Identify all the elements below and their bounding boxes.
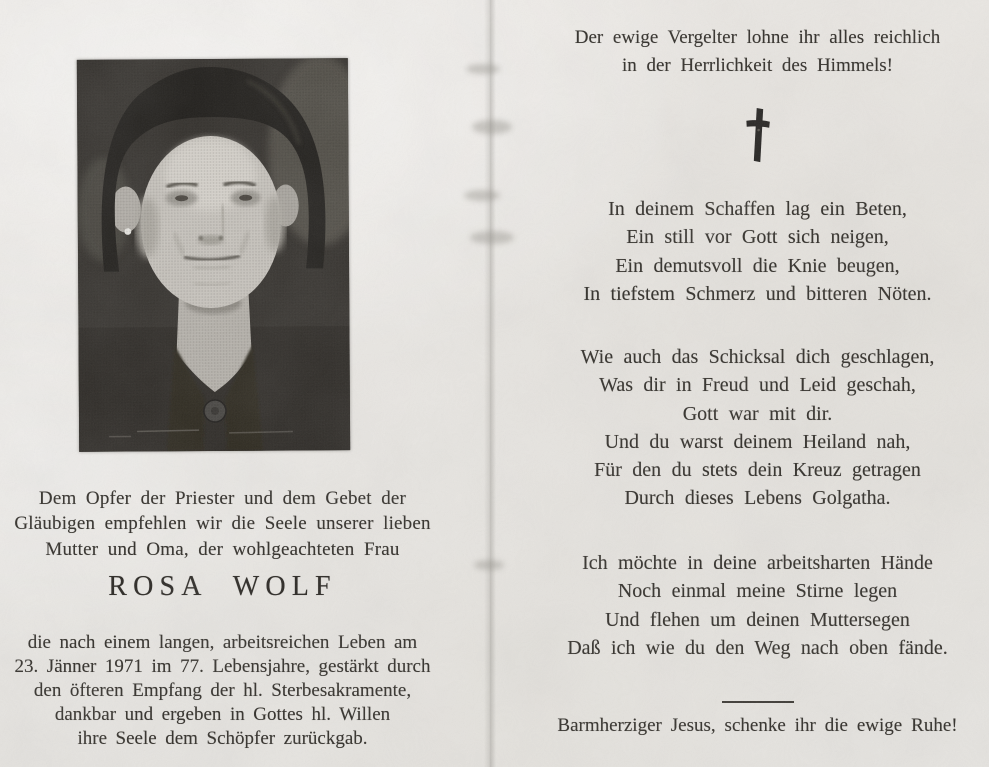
invocation-text xyxy=(530,24,985,79)
portrait-photo xyxy=(77,58,350,452)
text-line: Ein still vor Gott sich neigen, xyxy=(626,226,889,249)
poem-stanza-2 xyxy=(530,343,985,513)
dedication-text xyxy=(0,486,445,562)
text-line: Für den du stets dein Kreuz getragen xyxy=(594,459,921,482)
text-line: 23. Jänner 1971 im 77. Lebensjahre, gestärkt durch xyxy=(14,655,431,677)
text-line: Und du warst deinem Heiland nah, xyxy=(604,430,911,453)
text-line: Noch einmal meine Stirne legen xyxy=(617,580,898,603)
text-line: Daß ich wie du den Weg nach oben fände. xyxy=(567,636,948,659)
text-line: Und flehen um deinen Muttersegen xyxy=(605,608,910,631)
text-line: den öfteren Empfang der hl. Sterbesakramente, xyxy=(33,679,412,701)
text-line: Durch dieses Lebens Golgatha. xyxy=(624,487,891,510)
obituary-text xyxy=(0,631,445,751)
text-line: Der ewige Vergelter lohne ihr alles reichlich xyxy=(574,27,941,48)
text-line: In deinem Schaffen lag ein Beten, xyxy=(608,198,907,220)
smudge-mark xyxy=(472,120,512,134)
right-page xyxy=(530,0,985,767)
deceased-name: ROSA WOLF xyxy=(108,571,337,602)
text-line: Mutter und Oma, der wohlgeachteten Frau xyxy=(45,538,400,560)
portrait-illustration xyxy=(77,58,350,452)
smudge-mark xyxy=(470,231,514,244)
text-line: ihre Seele dem Schöpfer zurückgab. xyxy=(77,727,368,749)
text-line: Wie auch das Schicksal dich geschlagen, xyxy=(580,346,935,368)
poem-stanza-3 xyxy=(530,549,985,662)
text-line: Dem Opfer der Priester und dem Gebet der xyxy=(38,488,407,509)
text-line: In tiefstem Schmerz und bitteren Nöten. xyxy=(583,282,932,305)
text-line: die nach einem langen, arbeitsreichen Leben am xyxy=(27,632,418,653)
text-line: Gläubigen empfehlen wir die Seele unserer lieben xyxy=(14,513,431,535)
text-line: Ich möchte in deine arbeitsharten Hände xyxy=(582,552,933,574)
text-line: in der Herrlichkeit des Himmels! xyxy=(622,54,893,76)
poem-stanza-1 xyxy=(530,195,985,308)
text-line: Was dir in Freud und Leid geschah, xyxy=(599,374,916,397)
smudge-mark xyxy=(474,560,504,570)
text-line: Gott war mit dir. xyxy=(682,402,833,425)
text-line: Ein demutsvoll die Knie beugen, xyxy=(615,254,900,277)
smudge-mark xyxy=(466,64,500,74)
text-line: dankbar und ergeben in Gottes hl. Willen xyxy=(54,703,391,725)
divider-rule xyxy=(530,690,985,708)
left-page xyxy=(0,0,445,767)
smudge-mark xyxy=(464,190,500,201)
fold-crease xyxy=(484,0,496,767)
closing-prayer: Barmherziger Jesus, schenke ihr die ewige Ruhe! xyxy=(557,715,958,736)
cross-icon xyxy=(530,107,985,168)
